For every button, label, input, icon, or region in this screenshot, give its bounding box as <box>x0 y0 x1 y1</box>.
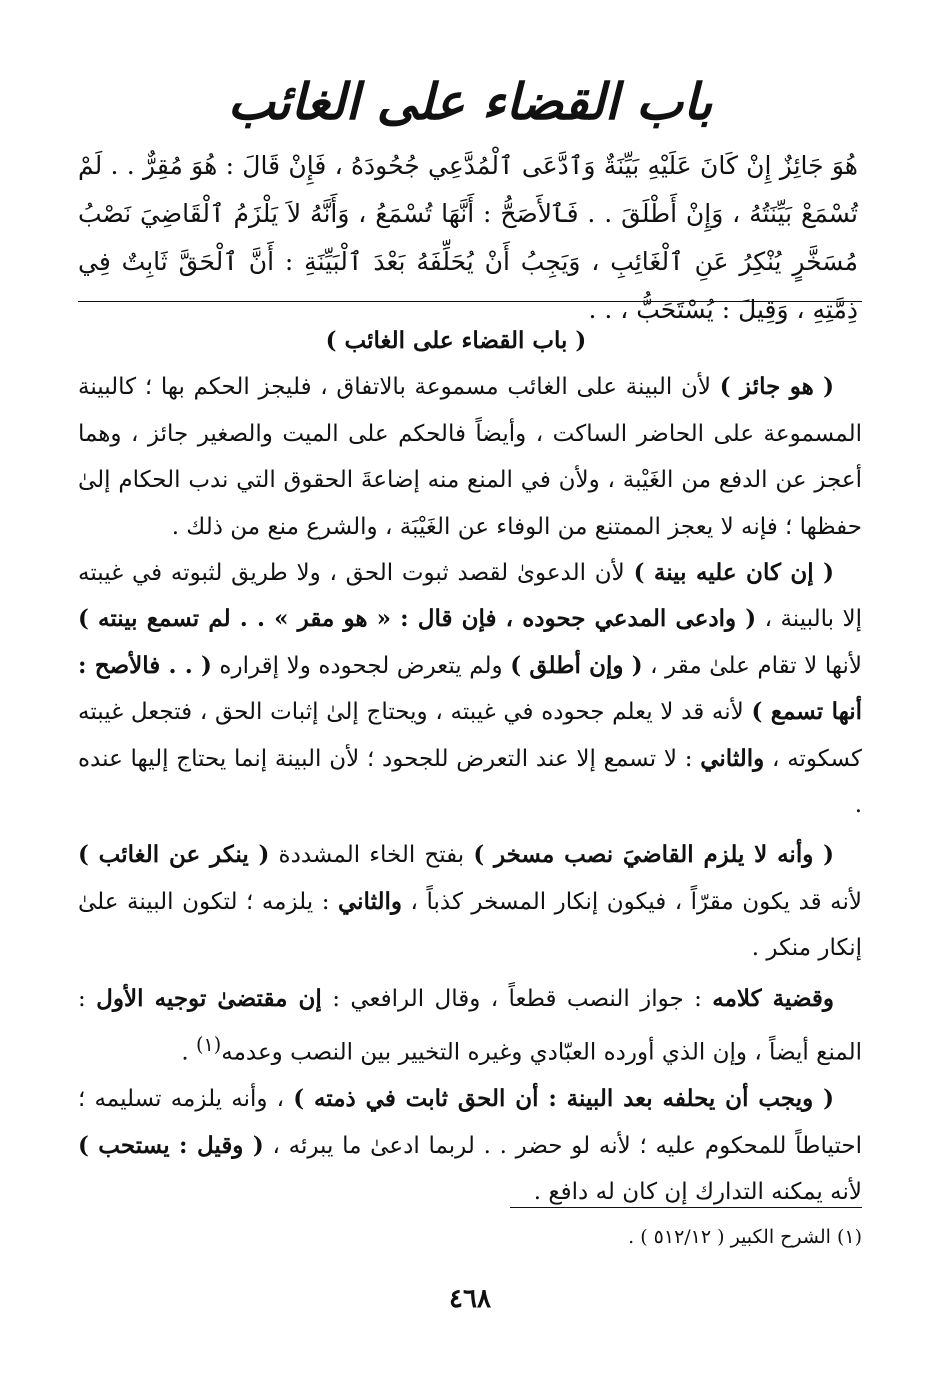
text-run: لأنه قد يكون مقرّاً ، فيكون إنكار المسخر كذباً ، <box>402 888 863 915</box>
bold-quote: ( وإن أطلق ) <box>510 651 643 679</box>
text-run: ، وأنه يلزمه تسليمه ؛ احتياطاً للمحكوم عليه ؛ لأنه لو حضر . . لربما ادعىٰ ما يبرئه ، <box>78 1086 862 1159</box>
page-number: ٤٦٨ <box>449 1284 491 1314</box>
text-run: ولم يتعرض لجحوده ولا إقراره <box>211 652 511 679</box>
commentary-paragraph-5 <box>78 1076 862 1215</box>
commentary-text <box>78 318 862 1215</box>
footnote-marker: (١) <box>195 1033 222 1057</box>
footnote-divider <box>510 1207 862 1208</box>
text-run: : جواز النصب قطعاً ، وقال الرافعي : <box>321 985 713 1012</box>
commentary-paragraph-2 <box>78 550 862 828</box>
text-run: لأنها لا تقام علىٰ مقر ، <box>642 652 862 679</box>
bold-quote: ( إن كان عليه بينة ) <box>633 559 834 587</box>
bold-quote: ( ويجب أن يحلفه بعد البينة : أن الحق ثابت في ذمته ) <box>293 1085 834 1113</box>
bold-quote: إن مقتضىٰ توجيه الأول <box>96 984 322 1012</box>
footnote: (١) الشرح الكبير ( ٥١٢/١٢ ) . <box>628 1226 862 1248</box>
chapter-title: باب القضاء على الغائب <box>227 72 713 131</box>
text-run: : يلزمه ؛ لتكون البينة علىٰ إنكار منكر . <box>78 888 862 962</box>
text-run: لأن البينة على الغائب مسموعة بالاتفاق ، فليجز الحكم بها ؛ كالبينة المسموعة على الحاضر الساكت ، وأيضاً فالحكم على الميت والصغير جائز ، وهما أعجز عن الدفع من الغَيْبة ، ولأن في المنع منه إضاعةَ الحقوق التي ندب الحكام إلىٰ حفظها ؛ فإنه لا يعجز الممتنع من الوفاء عن الغَيْبَة ، والشرع منع من ذلك . <box>78 374 862 540</box>
commentary-paragraph-3 <box>78 832 862 971</box>
bold-quote: وقضية كلامه <box>712 984 834 1012</box>
text-run: بفتح الخاء المشددة <box>269 842 474 869</box>
matn-paragraph: هُوَ جَائِزٌ إِنْ كَانَ عَلَيْهِ بَيِّنَةٌ وَٱدَّعَى ٱلْمُدَّعِي جُحُودَهُ ، فَإِنْ قَالَ : هُوَ مُقِرٌّ . . لَمْ تُسْمَعْ بَيِّنَتُهُ ، وَإِنْ أَطْلَقَ . . فَٱلأَصَحُّ : أَنَّهَا تُسْمَعُ ، وَأَنَّهُ لاَ يَلْزَمُ ٱلْقَاضِيَ نَصْبُ مُسَخَّرٍ يُنْكِرُ عَنِ ٱلْغَائِبِ ، وَيَجِبُ أَنْ يُحَلِّفَهُ بَعْدَ ٱلْبَيِّنَةِ : أَنَّ ٱلْحَقَّ ثَابِتٌ فِي ذِمَّتِهِ ، وَقِيلَ : يُسْتَحَبُّ ، . . <box>78 151 858 324</box>
bold-quote: والثاني <box>337 887 403 915</box>
bold-quote: ( وقيل : يستحب ) <box>78 1131 264 1159</box>
text-run: : لا تسمع إلا عند التعرض للجحود ؛ لأن البينة إنما يحتاج إليها عنده . <box>78 745 862 819</box>
bold-quote: والثاني <box>700 744 765 772</box>
bold-quote: ( ينكر عن الغائب ) <box>78 841 270 869</box>
bold-quote: ( وادعى المدعي جحوده ، فإن قال : « هو مقر » . . لم تسمع بينته ) <box>78 605 757 633</box>
text-run: : المنع أيضاً ، وإن الذي أورده العبّادي وغيره التخيير بين النصب وعدمه <box>78 985 862 1066</box>
text-run: لأن الدعوىٰ لقصد ثبوت الحق ، ولا طريق لثبوته في غيبته إلا بالبينة ، <box>78 560 862 633</box>
text-run: لأنه يمكنه التدارك إن كان له دافع . <box>533 1178 862 1205</box>
text-run: . <box>181 1039 196 1066</box>
commentary-paragraph-1 <box>78 364 862 550</box>
bold-quote: ( . . فالأصح : أنها تسمع ) <box>78 651 862 726</box>
matn-text <box>78 142 858 334</box>
commentary-heading: ( باب القضاء على الغائب ) <box>325 327 587 354</box>
bold-quote: ( وأنه لا يلزم القاضيَ نصب مسخر ) <box>473 841 835 869</box>
text-run: لأنه قد لا يعلم جحوده في غيبته ، ويحتاج إلىٰ إثبات الحق ، فتجعل غيبته كسكوته ، <box>78 699 862 772</box>
matn-divider <box>78 301 862 302</box>
commentary-paragraph-4 <box>78 976 862 1076</box>
bold-quote: ( هو جائز ) <box>719 373 834 401</box>
